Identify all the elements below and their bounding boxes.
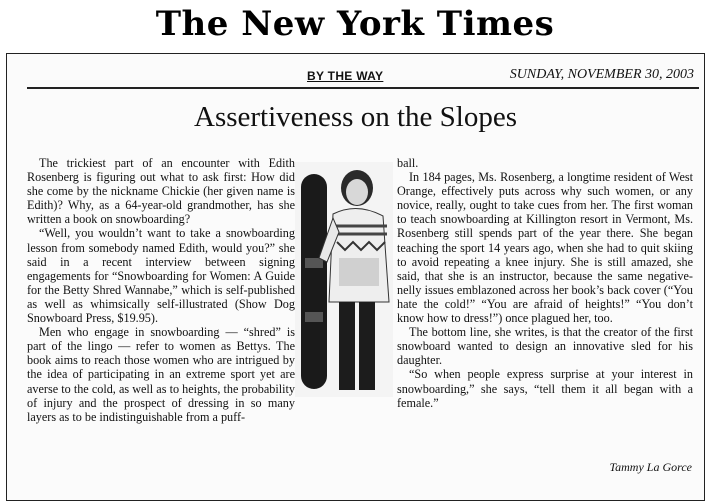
paragraph: “So when people express surprise at your interest in snowboarding,” she says, “tell them it all began with a female.”: [397, 367, 693, 410]
masthead: [0, 0, 710, 52]
right-column: [397, 156, 693, 410]
left-column: [27, 156, 295, 424]
woman-with-snowboard-photo: [295, 162, 393, 397]
header-rule: [27, 87, 699, 89]
paragraph: “Well, you wouldn’t want to take a snowboarding lesson from somebody named Edith, would you?” she said in a recent interview between signing engagements for “Snowboarding for Women: A Guide for the Betty Shred Wannabe,” which is self-published as well as whimsically self-illustrated (Show Dog Snowboard Press, $19.95).: [27, 226, 295, 326]
paragraph: ball.: [397, 156, 419, 170]
newspaper-logo: The New York Times: [155, 4, 555, 44]
paragraph: Men who engage in snowboarding — “shred” is part of the lingo — refer to women as Bettys. The book aims to reach those women who are intrigued by the idea of participating in an extreme sport yet are averse to the cold, as well as to heights, the probability of injury and the prospect of dressing in so many layers as to be indistinguishable from a puff-: [27, 325, 295, 424]
article-clipping: [6, 53, 705, 501]
paragraph: In 184 pages, Ms. Rosenberg, a longtime resident of West Orange, effectively puts across why such women, or any novice, really, ought to take cues from her. The first woman to teach snowboarding at Killington resort in Vermont, Ms. Rosenberg still spends part of the year there. She began teaching the sport 14 years ago, when she had to quit skiing to avoid repeating a knee injury. She is still amazed, she said, that she is an instructor, because the same negative-nelly issues emblazoned across her book’s back cover (“You hate the cold!” “You are afraid of heights!” “You don’t know how to dress!”) once plagued her, too.: [397, 170, 693, 326]
paragraph: The trickiest part of an encounter with Edith Rosenberg is figuring out what to ask first: How did she come by the nickname Chickie (her given name is Edith)? Why, as a 64-year-old grandmother, has she written a book on snowboarding?: [27, 156, 295, 227]
byline: Tammy La Gorce: [609, 460, 692, 474]
headline: Assertiveness on the Slopes: [194, 101, 517, 133]
paragraph: The bottom line, she writes, is that the creator of the first snowboard wanted to design an innovative sled for his daughter.: [397, 325, 693, 368]
section-label: BY THE WAY: [307, 69, 384, 83]
dateline: SUNDAY, NOVEMBER 30, 2003: [509, 67, 694, 82]
